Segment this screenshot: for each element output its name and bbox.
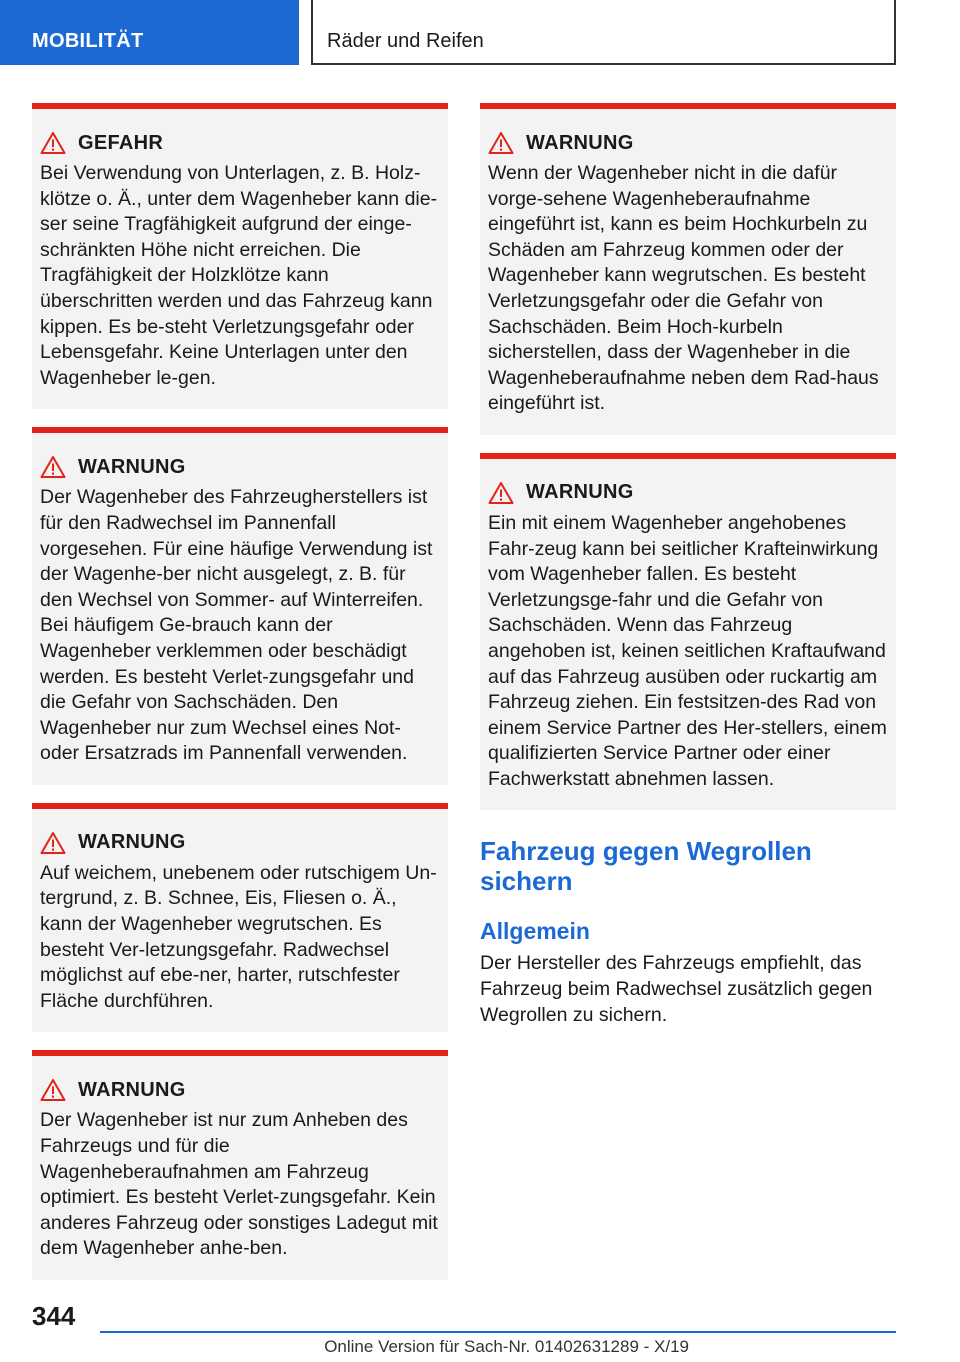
warning-triangle-icon [40, 831, 66, 855]
warning-triangle-icon [488, 481, 514, 505]
warning-title: WARNUNG [78, 1078, 186, 1101]
page-number: 344 [32, 1301, 76, 1331]
warning-triangle-icon [488, 131, 514, 155]
section-title: Fahrzeug gegen Wegrollen sichern [480, 836, 812, 897]
danger-text: Bei Verwendung von Unterlagen, z. B. Holz-klötze o. Ä., unter dem Wagenheber kann die-ser seine Tragfähigkeit aufgrund der einge-schränkten Höhe nicht erreichen. Die Tragfähigkeit der Holzklötze kann überschritten werden und das Fahrzeug kann kippen. Es be-steht Verletzungsgefahr oder Lebensgefahr. Keine Unterlagen unter den Wagenheber le-gen. [40, 162, 438, 389]
danger-title: GEFAHR [78, 131, 164, 154]
warning-box [32, 427, 448, 785]
warning-title: WARNUNG [526, 481, 634, 504]
header-chapter-title: Räder und Reifen [311, 0, 896, 65]
warning-box [480, 453, 896, 811]
warning-text: Wenn der Wagenheber nicht in die dafür vorge-sehene Wagenheberaufnahme eingeführt ist, kann es beim Hochkurbeln zu Schäden am Fahrzeug kommen oder der Wagenheber kann wegrutschen. Es besteht Verletzungsgefahr oder die Gefahr von Sachschäden. Beim Hoch-kurbeln sicherstellen, dass der Wagenheber in die Wagenheberaufnahme neben dem Rad-haus eingeführt ist. [488, 162, 879, 415]
warning-text: Auf weichem, unebenem oder rutschigem Un-tergrund, z. B. Schnee, Eis, Fliesen o. Ä., kann der Wagenheber wegrutschen. Es besteht Ver-letzungsgefahr. Radwechsel möglichst auf ebe-ner, harter, rutschfester Fläche durchführen. [40, 861, 437, 1012]
header-section-tab: MOBILITÄT [0, 0, 299, 65]
warning-title: WARNUNG [78, 455, 186, 478]
warning-triangle-icon [40, 1078, 66, 1102]
warning-triangle-icon [40, 455, 66, 479]
danger-box [32, 103, 448, 409]
warning-text: Der Wagenheber ist nur zum Anheben des Fahrzeugs und für die Wagenheberaufnahmen am Fahrzeug optimiert. Es besteht Verlet-zungsgefahr. Kein anderes Fahrzeug oder sonstiges Ladegut mit dem Wagenheber anhe-ben. [40, 1109, 438, 1260]
warning-text: Der Wagenheber des Fahrzeugherstellers ist für den Radwechsel im Pannenfall vorgesehen. Für eine häufige Verwendung ist der Wagenhe-ber nicht ausgelegt, z. B. für den Wechsel von Sommer- auf Winterreifen. Bei häufigem Ge-brauch kann der Wagenheber verklemmen oder beschädigt werden. Es besteht Verlet-zungsgefahr und die Gefahr von Sachschäden. Den Wagenheber nur zum Wechsel eines Not- oder Ersatzrads im Pannenfall verwenden. [40, 486, 433, 765]
warning-title: WARNUNG [526, 131, 634, 154]
subsection-title: Allgemein [480, 918, 590, 945]
footer-divider [100, 1331, 896, 1333]
footer-version-text: Online Version für Sach-Nr. 01402631289 - X/19 [324, 1337, 689, 1356]
warning-triangle-icon [40, 131, 66, 155]
right-column [480, 103, 896, 1028]
left-column [32, 103, 448, 1298]
warning-box [32, 1050, 448, 1280]
warning-box [480, 103, 896, 435]
warning-title: WARNUNG [78, 831, 186, 854]
warning-box [32, 803, 448, 1033]
warning-text: Ein mit einem Wagenheber angehobenes Fahr-zeug kann bei seitlicher Krafteinwirkung vom Wagenheber fallen. Es besteht Verletzungsge-fahr und die Gefahr von Sachschäden. Wenn das Fahrzeug angehoben ist, keinen seitlichen Kraftaufwand auf das Fahrzeug ausüben oder ruckartig am Fahrzeug ziehen. Ein festsitzen-des Rad von einem Service Partner des Her-stellers, einem qualifizierten Service Partner oder einer Fachwerkstatt abnehmen lassen. [488, 511, 887, 790]
section-body-text: Der Hersteller des Fahrzeugs empfiehlt, das Fahrzeug beim Radwechsel zusätzlich gegen Wegrollen zu sichern. [480, 952, 873, 1026]
